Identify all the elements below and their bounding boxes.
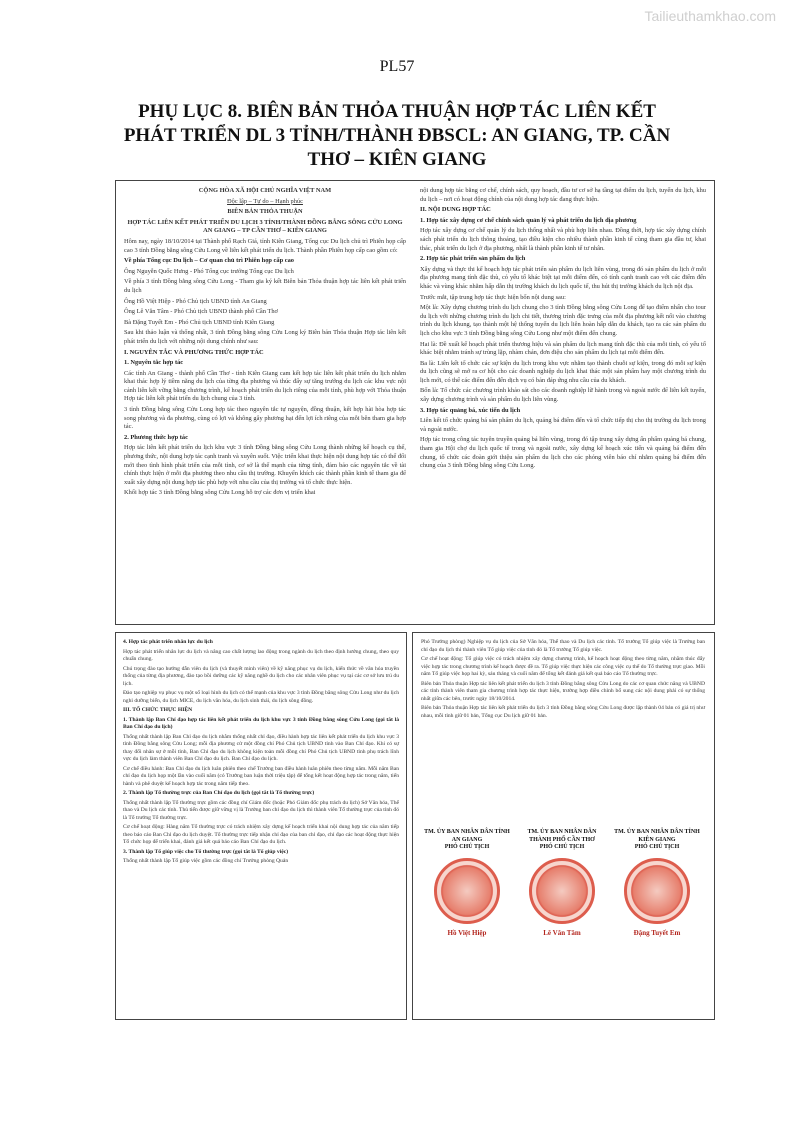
scan-column xyxy=(123,639,399,868)
nation-header: CỘNG HÒA XÃ HỘI CHỦ NGHĨA VIỆT NAM xyxy=(198,187,332,194)
section-heading: 2. Phương thức hợp tác xyxy=(124,433,188,441)
paragraph: 3 tỉnh Đồng bằng sông Cửu Long hợp tác theo nguyên tắc tự nguyện, đồng thuận, kết hợp hài hòa hợp tác song phương và đa phương, cùng có lợi và không gây phương hại đến lợi ích riêng của mỗi bên tham gia hợp tác. xyxy=(124,406,406,431)
watermark: Tailieuthamkhao.com xyxy=(644,8,776,24)
paragraph: Hợp tác liên kết phát triển du lịch khu vực 3 tỉnh Đồng bằng sông Cửu Long thành những kế hoạch cụ thể, phương thức, nội dung hợp tác cạnh tranh và xuyên suốt. Việc triển khai thực hiện nội dung hợp tác có thể đổi mới theo tình hình phát triển của mỗi tỉnh, cơ sở là thế mạnh của từng tỉnh, đảm bảo các nguyên tắc về tài chính thực hiện ở mỗi địa phương theo nhu cầu thị trường. Khuyến khích các thành phần kinh tế tham gia để xuất xây dựng nội dung hợp tác phù hợp với nhu cầu của thị trường và tổ chức thực hiện. xyxy=(124,444,406,486)
paragraph: Về phía 3 tỉnh Đồng bằng sông Cửu Long - Tham gia ký kết Biên bản Thỏa thuận hợp tác liên kết phát triển du lịch xyxy=(124,278,406,294)
section-heading: 1. Nguyên tắc hợp tác xyxy=(124,359,184,367)
signer-kien-giang xyxy=(611,829,703,937)
paragraph: Hợp tác xây dựng cơ chế quản lý du lịch thống nhất và phù hợp liên nhau. Đồng thời, hợp tác xây dựng chính sách phát triển du lịch thông thoáng, tạo điều kiện cho nhiều thành phần kinh tế cùng tham gia đầu tư, khai thác, phát triển du lịch ở địa phương, nhất là thành phần kinh tế tư nhân. xyxy=(420,227,706,252)
signer-name: Hồ Việt Hiệp xyxy=(447,928,487,937)
signer-name: Đặng Tuyết Em xyxy=(633,928,681,937)
red-seal-icon xyxy=(529,858,595,924)
scan-column xyxy=(421,639,705,722)
section-heading: 2. Thành lập Tổ thường trực của Ban Chỉ đạo du lịch (gọi tắt là Tổ thường trực) xyxy=(123,790,315,796)
signer-org: TM. ỦY BAN NHÂN DÂN THÀNH PHỐ CẦN THƠ xyxy=(527,829,597,843)
paragraph: Hôm nay, ngày 18/10/2014 tại Thành phố Rạch Giá, tỉnh Kiên Giang, Tổng cục Du lịch chủ trì Phiên họp cấp cao 3 tỉnh Đồng bằng sông Cửu Long về liên kết phát triển du lịch. Thành phần Phiên họp cấp cao gồm có: xyxy=(124,237,406,254)
paragraph: Biên bản Thỏa thuận Hợp tác liên kết phát triển du lịch 3 tỉnh Đồng bằng sông Cửu Long được lập thành 04 bản có giá trị như nhau, mỗi tỉnh giữ 01 bản, Tổng cục Du lịch giữ 01 bản. xyxy=(421,705,705,719)
paragraph: Phó Trưởng phòng) Nghiệp vụ du lịch của Sở Văn hóa, Thể thao và Du lịch các tỉnh. Tổ trưởng Tổ giúp việc là Trưởng ban chỉ đạo du lịch thì thành viên Tổ giúp việc của tỉnh đó là Tổ trưởng Tổ giúp việc. xyxy=(421,639,705,653)
paragraph: Cơ chế điều hành: Ban Chỉ đạo du lịch luân phiên theo chế Trưởng ban điều hành luân phiên theo từng năm. Mỗi năm Ban chỉ đạo du lịch họp một lần vào cuối năm (có Trưởng ban luận thời triệu tập) để tổng kết hoạt động hợp tác trong năm, tiến hành và phê duyệt kế hoạch hợp tác trong năm tiếp theo. xyxy=(123,765,399,787)
paragraph: Các tỉnh An Giang - thành phố Cần Thơ - tỉnh Kiên Giang cam kết hợp tác liên kết phát triển du lịch nhằm khai thác hợp lý tiềm năng du lịch của từng địa phương và thúc đẩy sự tăng trưởng du lịch các khu vực nội cảnh liên kết vững bằng chương trình, kế hoạch phát triển du lịch riêng của mỗi tỉnh, phù hợp với Thỏa thuận Hợp tác liên kết phát triển du lịch chung của 3 tỉnh. xyxy=(124,369,406,403)
paragraph: Ông Lê Văn Tâm - Phó Chủ tịch UBND thành phố Cần Thơ xyxy=(124,308,278,316)
motto: Độc lập – Tự do – Hạnh phúc xyxy=(227,197,303,205)
signer-org: TM. ỦY BAN NHÂN DÂN TỈNH KIÊN GIANG xyxy=(614,829,700,843)
page-number: PL57 xyxy=(379,58,415,75)
paragraph: Xây dựng và thực thi kế hoạch hợp tác phát triển sản phẩm du lịch liên vùng, trong đó sản phẩm du lịch ở mỗi địa phương mang tính đặc thù, có yếu tố khác biệt tại mỗi điểm đến, có tính cạnh tranh cao với các điểm đến khác và vùng khác nhằm hấp dẫn thị trường khách du lịch quốc tế, thu hút thị trường khách du lịch nội địa. xyxy=(420,265,706,290)
signer-org: TM. ỦY BAN NHÂN DÂN TỈNH AN GIANG xyxy=(424,829,510,843)
signer-an-giang xyxy=(421,829,513,937)
paragraph: Bà Đặng Tuyết Em - Phó Chủ tịch UBND tỉnh Kiên Giang xyxy=(124,318,275,326)
section-heading: 1. Hợp tác xây dựng cơ chế chính sách quản lý và phát triển du lịch địa phương xyxy=(420,216,637,224)
section-heading: 2. Hợp tác phát triển sản phẩm du lịch xyxy=(420,255,526,263)
paragraph: Chú trọng đào tạo hướng dẫn viên du lịch (và thuyết minh viên) về kỹ năng phục vụ du lịch, kiến thức về văn hóa truyền thống của từng địa phương, đào tạo bồi dưỡng các kỹ năng nghề du lịch cho các nhân viên phục vụ tại các cơ sở lưu trú du lịch. xyxy=(123,665,399,687)
paragraph: Khối hợp tác 3 tỉnh Đồng bằng sông Cửu Long hỗ trợ các đơn vị triển khai xyxy=(124,489,316,497)
paragraph: Hai là: Đề xuất kế hoạch phát triển thương hiệu và sản phẩm du lịch mang tính đặc thù của mỗi tỉnh, có yếu tố khác biệt nhằm tránh sự trùng lặp, nhàm chán, đơn điệu cho sản phẩm du lịch tại mỗi điểm đến. xyxy=(420,340,706,357)
paragraph: nội dung hợp tác bằng cơ chế, chính sách, quy hoạch, đầu tư cơ sở hạ tầng tại điểm du lịch, tuyến du lịch, khu du lịch – nơi có hoạt động chính của nội dung hợp tác đang thực hiện. xyxy=(420,187,706,203)
paragraph: Thống nhất thành lập Tổ giúp việc gồm các đồng chí Trưởng phòng Quản xyxy=(123,858,289,864)
signer-can-tho xyxy=(516,829,608,937)
page-title: PHỤ LỤC 8. BIÊN BẢN THỎA THUẬN HỢP TÁC LIÊN KẾT PHÁT TRIỂN DL 3 TỈNH/THÀNH ĐBSCL: AN GIANG, TP. CẦN THƠ – KIÊN GIANG xyxy=(123,101,671,170)
paragraph: Một là: Xây dựng chương trình du lịch chung cho 3 tỉnh Đồng bằng sông Cửu Long để tạo điểm nhấn cho tour du lịch với những chương trình du lịch chi tiết, thương trình đặc trưng của mỗi địa phương kết nối vào chương trình du lịch khung, tạo thành một hệ thống tuyến du lịch liên hoàn hấp dẫn du khách, tạo ra các sản phẩm du lịch cho khu vực 3 tỉnh Đồng bằng sông Cửu Long như một điểm đến chung. xyxy=(420,304,706,337)
paragraph: Liên kết tổ chức quảng bá sản phẩm du lịch, quảng bá điểm đến và tổ chức tiếp thị cho thị trường du lịch trong và ngoài nước. xyxy=(420,417,706,433)
section-heading: II. NỘI DUNG HỢP TÁC xyxy=(420,206,491,214)
paragraph: Ông Nguyễn Quốc Hưng - Phó Tổng cục trưởng Tổng cục Du lịch xyxy=(124,267,294,275)
paragraph: Cơ chế hoạt động: Tổ giúp việc có trách nhiệm xây dựng chương trình, kế hoạch hoạt động theo từng năm, nhằm thúc đẩy việc hợp tác trong chương trình kế hoạch được đề ra. Tổ giúp việc thực hiện các công việc cụ thể do Tổ thường trực giao. Mỗi năm Tổ giúp việc họp hai kỳ, sáu tháng và cuối năm để tổng kết đánh giá kết quả báo cáo Tổ thường trực. xyxy=(421,656,705,677)
paragraph: Biên bản Thỏa thuận Hợp tác liên kết phát triển du lịch 3 tỉnh Đồng bằng sông Cửu Long do các cơ quan chức năng và UBND các tỉnh thành viên tham gia chương trình hợp tác thực hiện, trường hợp điều chỉnh bổ sung các nội dung phải có sự thống nhất giữa các bên, trước ngày 18/10/2014. xyxy=(421,680,705,702)
paragraph: Ba là: Liên kết tổ chức các sự kiện du lịch trong khu vực nhằm tạo thành chuỗi sự kiện, trong đó mỗi sự kiện du lịch cũng sẽ mở ra cơ hội cho các doanh nghiệp du lịch khai thác một sản phẩm hay một chương trình du lịch mới, có thể các điểm đến đến dịch vụ có bản đáp ứng nhu cầu của du khách. xyxy=(420,359,706,384)
scanned-page-2 xyxy=(115,632,407,1020)
scanned-page-3 xyxy=(412,632,715,1020)
paragraph: Cơ chế hoạt động: Hàng năm Tổ thường trực có trách nhiệm xây dựng kế hoạch triển khai nội dung hợp tác của năm tiếp theo báo cáo Ban Chỉ đạo du lịch duyệt. Tổ thường trực tiếp nhận chỉ đạo của ban chỉ đạo, chỉ đạo các hoạt động thực hiện Tổ chức họp để triển khai, đánh giá kết quả báo cáo Ban Chỉ đạo du lịch. xyxy=(123,824,399,845)
section-heading: I. NGUYÊN TẮC VÀ PHƯƠNG THỨC HỢP TÁC xyxy=(124,348,264,356)
paragraph: Hợp tác trong công tác tuyên truyền quảng bá liên vùng, trong đó tập trung xây dựng ấn phẩm quảng bá chung, tham gia Hội chợ du lịch quốc tế trong và ngoài nước, xây dựng kế hoạch xúc tiến và quảng bá điểm đến chung, tổ chức các đoàn giới thiệu sản phẩm du lịch cho các phóng viên báo chí nhằm quảng bá điểm đến chung của 3 tỉnh Đồng bằng sông Cửu Long. xyxy=(420,436,706,470)
section-heading: III. TỔ CHỨC THỰC HIỆN xyxy=(123,707,193,713)
doc-subtitle: HỢP TÁC LIÊN KẾT PHÁT TRIỂN DU LỊCH 3 TỈNH/THÀNH ĐỒNG BẰNG SÔNG CỬU LONG AN GIANG – TP CẦN THƠ – KIÊN GIANG xyxy=(127,218,403,235)
paragraph: Thống nhất thành lập Ban Chỉ đạo du lịch nhằm thống nhất chỉ đạo, điều hành hợp tác liên kết phát triển du lịch khu vực 3 tỉnh Đồng bằng sông Cửu Long; mỗi địa phương cử một đồng chí Phó Chủ tịch UBND tỉnh vào Ban Chỉ đạo. Khi có sự thay đổi nhân sự ở mỗi tỉnh, Ban Chỉ đạo du lịch không kiện toàn mỗi đồng chí Phó Chủ tịch UBND tỉnh phụ trách lĩnh vực du lịch làm thành viên Ban Chỉ đạo du lịch. Ban Chỉ đạo du lịch. xyxy=(123,733,399,762)
signature-block xyxy=(421,829,706,979)
scan-left-column xyxy=(124,187,406,500)
signer-role: PHÓ CHỦ TỊCH xyxy=(444,844,490,850)
section-heading: 3. Thành lập Tổ giúp việc cho Tổ thường trực (gọi tắt là Tổ giúp việc) xyxy=(123,848,289,855)
doc-title: BIÊN BẢN THỎA THUẬN xyxy=(227,208,303,216)
paragraph: Đào tạo nghiệp vụ phục vụ một số loại hình du lịch có thế mạnh của khu vực 3 tỉnh Đồng bằng sông Cửu Long như du lịch nghỉ dưỡng biển, du lịch MICE, du lịch văn hóa, du lịch sinh thái, du lịch sông đồng. xyxy=(123,690,399,704)
signer-role: PHÓ CHỦ TỊCH xyxy=(539,844,585,850)
signer-name: Lê Văn Tâm xyxy=(543,928,581,937)
red-seal-icon xyxy=(624,858,690,924)
section-heading: 4. Hợp tác phát triển nhân lực du lịch xyxy=(123,639,213,645)
section-heading: 3. Hợp tác quảng bá, xúc tiến du lịch xyxy=(420,406,521,414)
scanned-page-1 xyxy=(115,180,715,625)
paragraph: Hợp tác phát triển nhân lực du lịch và nâng cao chất lượng lao động trong ngành du lịch theo định hướng chung, theo quy chuẩn chung. xyxy=(123,648,399,662)
scan-right-column xyxy=(420,187,706,473)
paragraph: Trước mắt, tập trung hợp tác thực hiện bốn nội dung sau: xyxy=(420,293,566,301)
section-heading: 1. Thành lập Ban Chỉ đạo hợp tác liên kết phát triển du lịch khu vực 3 tỉnh Đồng bằng sông Cửu Long (gọi tắt là Ban Chỉ đạo du lịch) xyxy=(123,716,399,730)
red-seal-icon xyxy=(434,858,500,924)
paragraph: Thống nhất thành lập Tổ thường trực gồm các đồng chí Giám đốc (hoặc Phó Giám đốc phụ trách du lịch) Sở Văn hóa, Thể thao và Du lịch các tỉnh. Thủ tiến được giữ vững vị là Trưởng ban chỉ đạo du lịch thì thành viên Tổ thường trực của tỉnh đó là Tổ trưởng Tổ thường trực. xyxy=(123,799,399,821)
paragraph: Ông Hồ Việt Hiệp - Phó Chủ tịch UBND tỉnh An Giang xyxy=(124,297,267,305)
section-heading: Về phía Tổng cục Du lịch – Cơ quan chủ trì Phiên họp cấp cao xyxy=(124,257,294,265)
paragraph: Sau khi thảo luận và thống nhất, 3 tỉnh Đồng bằng sông Cửu Long ký Biên bản Thỏa thuận Hợp tác liên kết phát triển du lịch với những nội dung chính như sau: xyxy=(124,329,406,345)
paragraph: Bốn là: Tổ chức các chương trình khảo sát cho các doanh nghiệp lữ hành trong và ngoài nước để liên kết tuyến, xây dựng chương trình và sản phẩm du lịch liên vùng. xyxy=(420,387,706,404)
signer-role: PHÓ CHỦ TỊCH xyxy=(634,844,680,850)
